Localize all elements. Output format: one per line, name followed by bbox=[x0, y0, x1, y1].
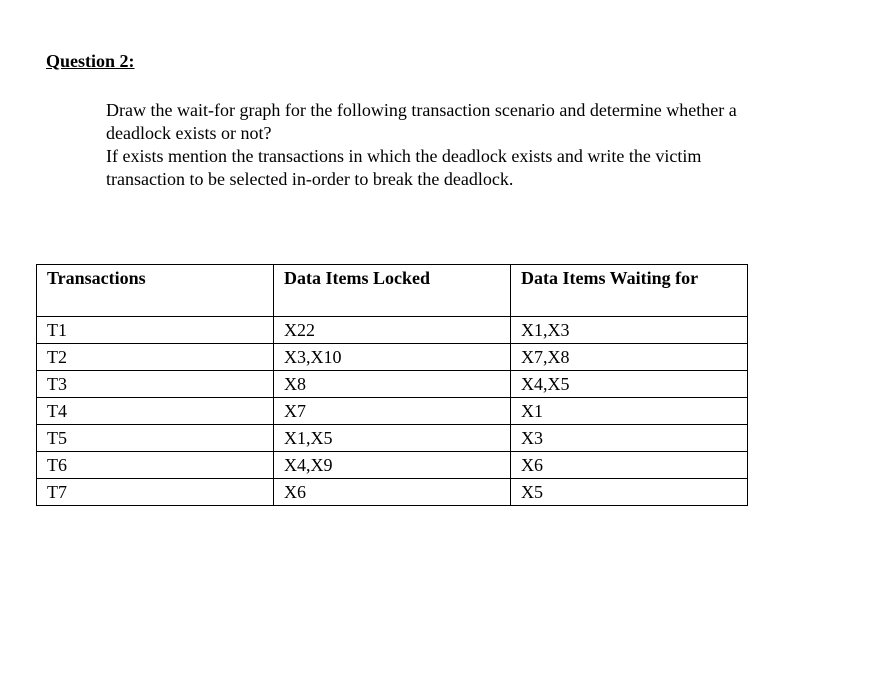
table-row bbox=[37, 344, 748, 371]
transactions-table bbox=[36, 264, 748, 506]
cell-transaction: T2 bbox=[37, 344, 274, 371]
cell-waiting: X1,X3 bbox=[511, 317, 748, 344]
table-row bbox=[37, 452, 748, 479]
cell-waiting: X4,X5 bbox=[511, 371, 748, 398]
cell-locked: X7 bbox=[274, 398, 511, 425]
cell-transaction: T4 bbox=[37, 398, 274, 425]
cell-waiting: X7,X8 bbox=[511, 344, 748, 371]
table-header-row bbox=[37, 265, 748, 317]
cell-waiting: X1 bbox=[511, 398, 748, 425]
header-data-items-locked: Data Items Locked bbox=[274, 265, 511, 317]
header-data-items-waiting: Data Items Waiting for bbox=[511, 265, 748, 317]
cell-transaction: T6 bbox=[37, 452, 274, 479]
cell-transaction: T1 bbox=[37, 317, 274, 344]
cell-transaction: T3 bbox=[37, 371, 274, 398]
cell-waiting: X6 bbox=[511, 452, 748, 479]
header-transactions: Transactions bbox=[37, 265, 274, 317]
cell-waiting: X3 bbox=[511, 425, 748, 452]
table-row bbox=[37, 371, 748, 398]
cell-locked: X3,X10 bbox=[274, 344, 511, 371]
cell-locked: X6 bbox=[274, 479, 511, 506]
cell-transaction: T5 bbox=[37, 425, 274, 452]
cell-locked: X1,X5 bbox=[274, 425, 511, 452]
cell-locked: X8 bbox=[274, 371, 511, 398]
question-instruction: Draw the wait-for graph for the following transaction scenario and determine whether a deadlock exists or not? bbox=[106, 100, 737, 143]
table-row bbox=[37, 398, 748, 425]
table-row bbox=[37, 317, 748, 344]
question-followup: If exists mention the transactions in which the deadlock exists and write the victim transaction to be selected in-order to break the deadlock. bbox=[106, 146, 702, 189]
table-row bbox=[37, 425, 748, 452]
question-heading: Question 2: bbox=[46, 51, 135, 71]
cell-waiting: X5 bbox=[511, 479, 748, 506]
table-row bbox=[37, 479, 748, 506]
cell-transaction: T7 bbox=[37, 479, 274, 506]
cell-locked: X4,X9 bbox=[274, 452, 511, 479]
cell-locked: X22 bbox=[274, 317, 511, 344]
question-text bbox=[106, 99, 766, 191]
